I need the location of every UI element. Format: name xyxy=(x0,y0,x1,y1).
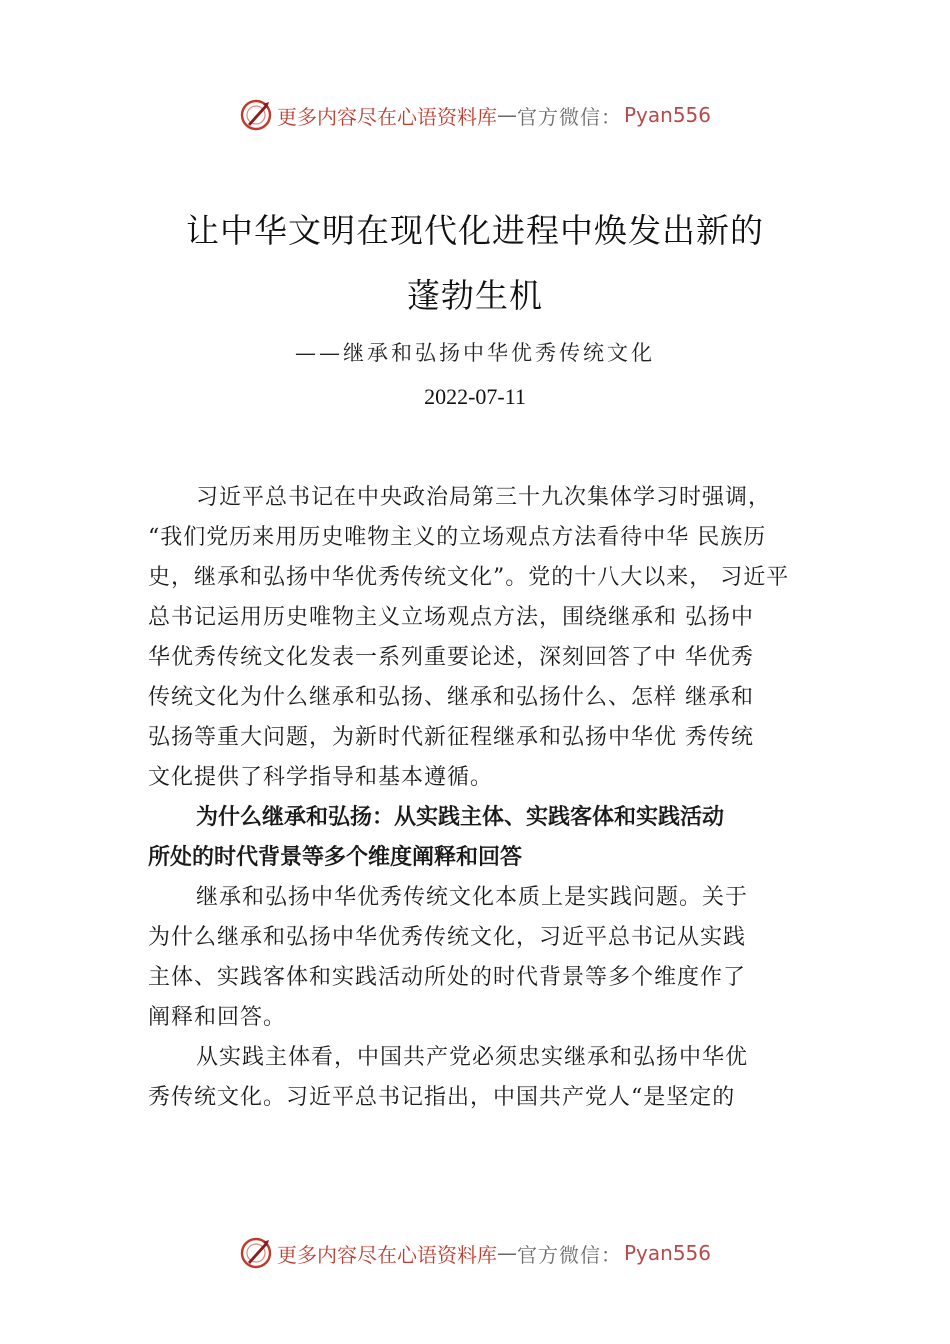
article-body xyxy=(148,478,818,1118)
watermark-wechat-id: Pyan556 xyxy=(623,1241,711,1265)
body-line: 从实践主体看，中国共产党必须忠实继承和弘扬中华优 xyxy=(196,1045,749,1070)
article-subtitle: ——继承和弘扬中华优秀传统文化 xyxy=(295,341,655,365)
watermark-brand: 更多内容尽在心语资料库 xyxy=(276,104,497,129)
article-date: 2022-07-11 xyxy=(424,384,526,409)
library-logo-icon xyxy=(239,1236,273,1270)
watermark-label: 官方微信： xyxy=(516,104,622,129)
watermark-label: 官方微信： xyxy=(516,1242,622,1267)
body-line: 习近平总书记在中央政治局第三十九次集体学习时强调， xyxy=(196,485,772,510)
watermark-separator: — xyxy=(496,103,517,127)
body-line: 为什么继承和弘扬中华优秀传统文化，习近平总书记从实践 xyxy=(148,925,747,950)
body-line: 华优秀传统文化发表一系列重要论述，深刻回答了中 华优秀 xyxy=(148,645,754,670)
body-line: 传统文化为什么继承和弘扬、继承和弘扬什么、怎样 继承和 xyxy=(148,685,754,710)
body-line: “我们党历来用历史唯物主义的立场观点方法看待中华 民族历 xyxy=(148,525,767,550)
body-line: 史，继承和弘扬中华优秀传统文化”。党的十八大以来， 习近平 xyxy=(148,565,790,590)
body-line: 弘扬等重大问题，为新时代新征程继承和弘扬中华优 秀传统 xyxy=(148,725,754,750)
article-title-line-2: 蓬勃生机 xyxy=(407,276,543,315)
body-line: 秀传统文化。习近平总书记指出，中国共产党人“是坚定的 xyxy=(148,1085,736,1110)
library-logo-icon xyxy=(239,98,273,132)
footer-watermark xyxy=(0,1233,950,1273)
body-line: 继承和弘扬中华优秀传统文化本质上是实践问题。关于 xyxy=(196,885,749,910)
watermark-separator: — xyxy=(496,1241,517,1265)
section-heading-line: 所处的时代背景等多个维度阐释和回答 xyxy=(148,845,523,870)
watermark-wechat-id: Pyan556 xyxy=(623,103,711,127)
body-line: 阐释和回答。 xyxy=(148,1005,287,1030)
body-line: 总书记运用历史唯物主义立场观点方法，围绕继承和 弘扬中 xyxy=(148,605,754,630)
header-watermark xyxy=(0,95,950,135)
article-title-line-1: 让中华文明在现代化进程中焕发出新的 xyxy=(186,211,764,250)
section-heading-line: 为什么继承和弘扬：从实践主体、实践客体和实践活动 xyxy=(196,805,725,830)
body-line: 主体、实践客体和实践活动所处的时代背景等多个维度作了 xyxy=(148,965,747,990)
body-line: 文化提供了科学指导和基本遵循。 xyxy=(148,765,494,790)
watermark-brand: 更多内容尽在心语资料库 xyxy=(276,1242,497,1267)
